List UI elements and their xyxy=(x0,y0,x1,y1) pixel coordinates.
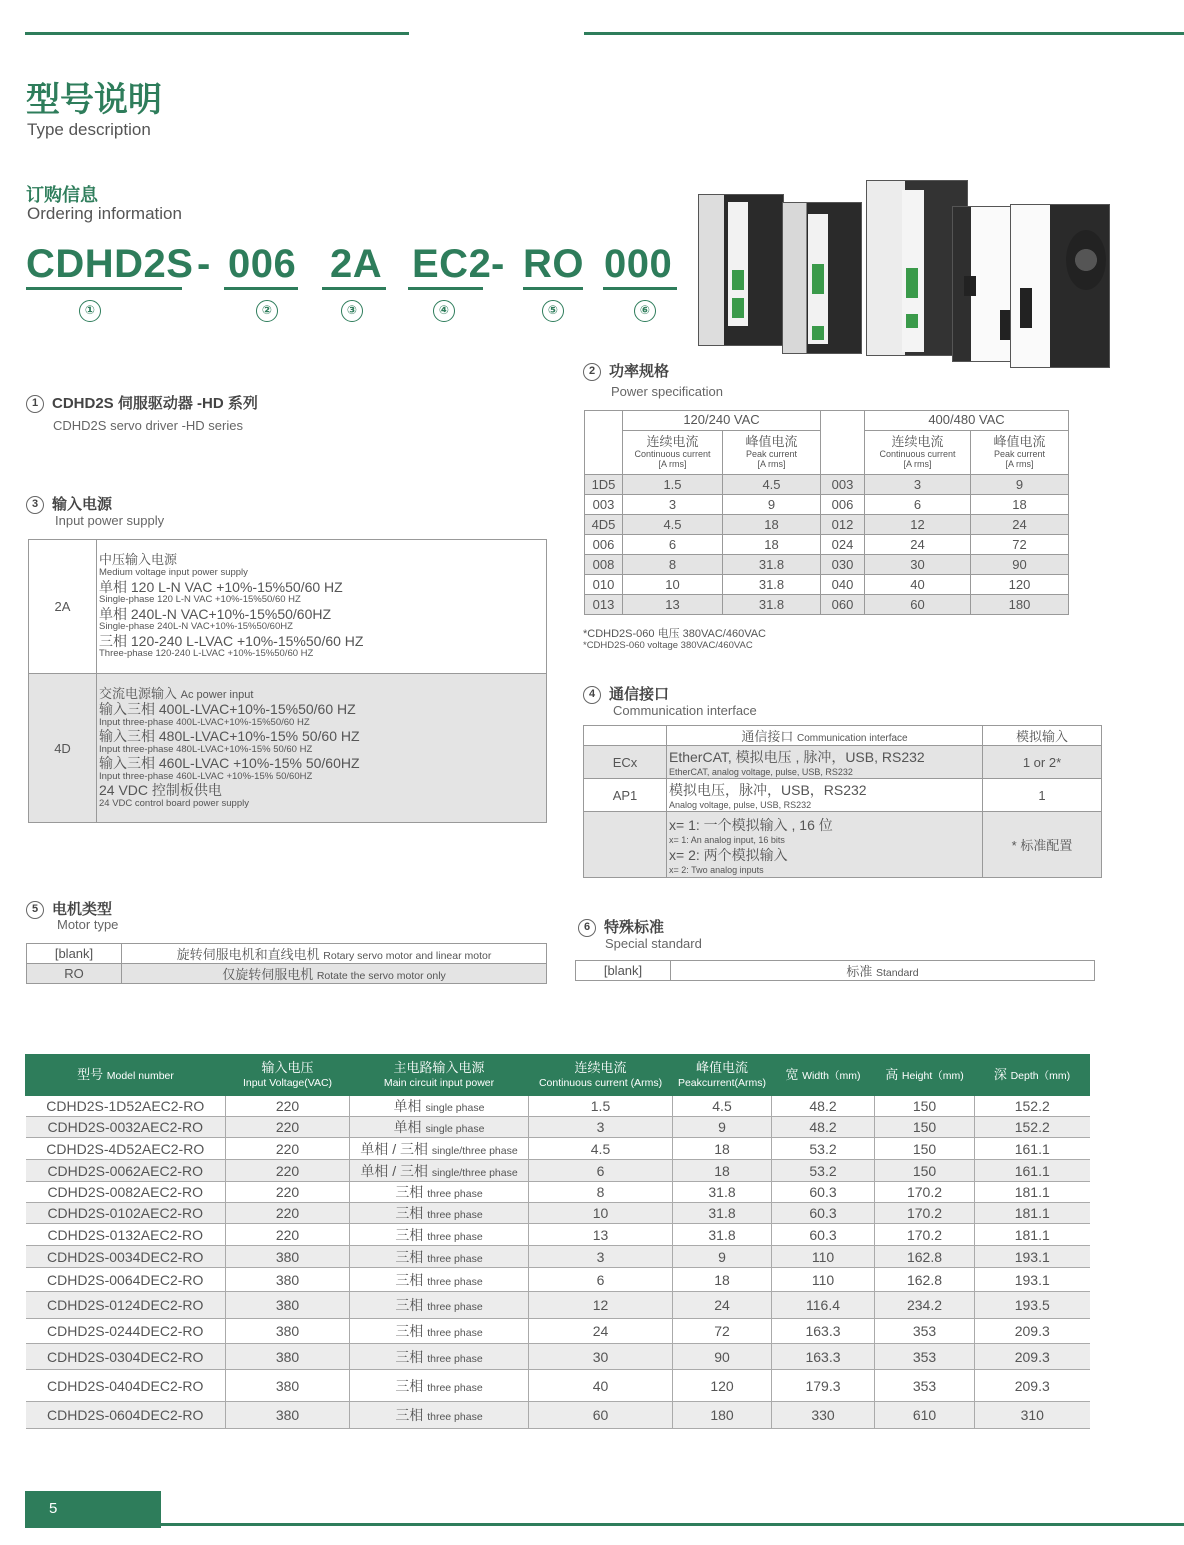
input-power-table xyxy=(28,539,547,823)
line-cn xyxy=(99,687,544,702)
model-cell: CDHD2S-1D52AEC2-RO xyxy=(26,1096,226,1117)
table-row: 4D5 4.5 18 012 12 24 xyxy=(585,515,1069,535)
main-power-cell: 三相 three phase xyxy=(350,1224,529,1246)
table-row xyxy=(26,1292,1090,1319)
model-cell: CDHD2S-0132AEC2-RO xyxy=(26,1224,226,1246)
height-cell: 162.8 xyxy=(875,1246,975,1268)
height-cell: 353 xyxy=(875,1319,975,1344)
voltage-cell: 220 xyxy=(226,1138,350,1160)
table-row xyxy=(576,961,1095,981)
col-width: 宽 Width（mm) xyxy=(772,1055,875,1096)
comm-row-ap1 xyxy=(584,779,1102,812)
table-row xyxy=(26,1246,1090,1268)
table-row xyxy=(26,1268,1090,1292)
code-motor-underline xyxy=(523,287,583,290)
width-cell: 60.3 xyxy=(772,1182,875,1203)
line-cn: 中压输入电源 xyxy=(99,552,178,568)
continuous-cell: 60 xyxy=(529,1402,673,1429)
width-cell: 60.3 xyxy=(772,1224,875,1246)
ordering-subtitle: Ordering information xyxy=(27,204,182,223)
motor-desc: 仅旋转伺服电机 Rotate the servo motor only xyxy=(122,964,547,984)
comm-desc: x= 1: 一个模拟输入 , 16 位 x= 1: An analog input, 16 bits x= 2: 两个模拟输入 x= 2: Two analog inputs xyxy=(667,812,983,878)
width-cell: 60.3 xyxy=(772,1203,875,1224)
main-power-cell: 单相 single phase xyxy=(350,1117,529,1138)
continuous-cell: 3 xyxy=(529,1246,673,1268)
main-power-cell: 三相 three phase xyxy=(350,1246,529,1268)
motor-key: [blank] xyxy=(27,944,122,964)
comm-row-x xyxy=(584,812,1102,878)
top-rule-left xyxy=(25,32,409,35)
line-en-inline: Ac power input xyxy=(180,688,254,701)
voltage-cell: 220 xyxy=(226,1224,350,1246)
peak-cell: 18 xyxy=(673,1268,772,1292)
power-note-cn: *CDHD2S-060 电压 380VAC/460VAC xyxy=(583,628,767,640)
code-special: 000 xyxy=(604,242,673,286)
model-cell: CDHD2S-0102AEC2-RO xyxy=(26,1203,226,1224)
peak-cell: 18 xyxy=(673,1160,772,1182)
table-row xyxy=(27,964,547,984)
col-cont-1: 连续电流 Continuous current [A rms] xyxy=(623,431,723,475)
width-cell: 110 xyxy=(772,1246,875,1268)
peak-cell: 120 xyxy=(673,1370,772,1402)
table-row xyxy=(26,1344,1090,1370)
peak-cell: 9 xyxy=(673,1246,772,1268)
model-cell: CDHD2S-0062AEC2-RO xyxy=(26,1160,226,1182)
comm-head-row xyxy=(584,726,1102,746)
model-table-body xyxy=(26,1096,1090,1429)
sec6-title xyxy=(578,916,664,937)
voltage-cell: 380 xyxy=(226,1370,350,1402)
top-rule-right xyxy=(584,32,1184,35)
depth-cell: 310 xyxy=(975,1402,1090,1429)
line-en: Medium voltage input power supply xyxy=(99,566,248,578)
sec6-number: 6 xyxy=(578,919,596,937)
comm-desc: 模拟电压，脉冲，USB，RS232 Analog voltage, pulse, USB, RS232 xyxy=(667,779,983,812)
model-table xyxy=(25,1054,1090,1429)
height-cell: 162.8 xyxy=(875,1268,975,1292)
continuous-cell: 1.5 xyxy=(529,1096,673,1117)
table-row: 010 10 31.8 040 40 120 xyxy=(585,575,1069,595)
bottom-rule xyxy=(161,1523,1184,1526)
depth-cell: 181.1 xyxy=(975,1224,1090,1246)
continuous-cell: 6 xyxy=(529,1160,673,1182)
line-en: Input three-phase 480L-LVAC+10%-15% 50/60 HZ xyxy=(99,743,313,755)
line-cn: 输入三相 400L-LVAC+10%-15%50/60 HZ xyxy=(99,701,356,718)
peak-cell: 31.8 xyxy=(673,1203,772,1224)
peak-cell: 180 xyxy=(673,1402,772,1429)
depth-cell: 193.5 xyxy=(975,1292,1090,1319)
code-number-3: ③ xyxy=(341,300,363,322)
width-cell: 163.3 xyxy=(772,1344,875,1370)
code-number-5: ⑤ xyxy=(542,300,564,322)
comm-table xyxy=(583,725,1102,878)
main-power-cell: 三相 three phase xyxy=(350,1203,529,1224)
sec6-subtitle: Special standard xyxy=(605,936,702,951)
special-desc: 标准 Standard xyxy=(671,961,1095,981)
voltage-cell: 380 xyxy=(226,1246,350,1268)
continuous-cell: 24 xyxy=(529,1319,673,1344)
sec3-number: 3 xyxy=(26,496,44,514)
code-input: 2A xyxy=(330,242,383,286)
input-power-row-2a xyxy=(29,540,547,674)
sec2-title-text: 功率规格 xyxy=(609,363,670,380)
col-peak: 峰值电流 Peakcurrent(Arms) xyxy=(673,1055,772,1096)
peak-cell: 72 xyxy=(673,1319,772,1344)
page-number: 5 xyxy=(49,1500,58,1517)
continuous-cell: 8 xyxy=(529,1182,673,1203)
table-row: 013 13 31.8 060 60 180 xyxy=(585,595,1069,615)
model-cell: CDHD2S-0244DEC2-RO xyxy=(26,1319,226,1344)
table-row xyxy=(27,944,547,964)
continuous-cell: 40 xyxy=(529,1370,673,1402)
voltage-cell: 220 xyxy=(226,1182,350,1203)
voltage-cell: 380 xyxy=(226,1344,350,1370)
col-voltage: 输入电压 Input Voltage(VAC) xyxy=(226,1055,350,1096)
analog-val: 1 xyxy=(983,779,1102,812)
depth-cell: 209.3 xyxy=(975,1319,1090,1344)
blank-cell xyxy=(584,812,667,878)
continuous-cell: 13 xyxy=(529,1224,673,1246)
sec5-title xyxy=(26,898,112,919)
model-cell: CDHD2S-0124DEC2-RO xyxy=(26,1292,226,1319)
sec1-subtitle: CDHD2S servo driver -HD series xyxy=(53,418,243,433)
input-power-desc xyxy=(97,540,547,674)
group-1: 120/240 VAC xyxy=(623,411,821,431)
peak-cell: 31.8 xyxy=(673,1224,772,1246)
voltage-cell: 220 xyxy=(226,1096,350,1117)
height-cell: 150 xyxy=(875,1117,975,1138)
voltage-cell: 220 xyxy=(226,1117,350,1138)
depth-cell: 161.1 xyxy=(975,1160,1090,1182)
height-cell: 234.2 xyxy=(875,1292,975,1319)
code-series: CDHD2S xyxy=(26,242,194,286)
main-power-cell: 单相 single phase xyxy=(350,1096,529,1117)
table-row xyxy=(26,1182,1090,1203)
line-cn: 三相 120-240 L-LVAC +10%-15%50/60 HZ xyxy=(99,632,364,649)
table-row xyxy=(26,1203,1090,1224)
voltage-cell: 380 xyxy=(226,1292,350,1319)
model-cell: CDHD2S-0034DEC2-RO xyxy=(26,1246,226,1268)
line-cn: 单相 240L-N VAC+10%-15%50/60HZ xyxy=(99,605,332,622)
comm-desc: EtherCAT, 模拟电压 , 脉冲，USB, RS232 EtherCAT, analog voltage, pulse, USB, RS232 xyxy=(667,746,983,779)
main-power-cell: 三相 three phase xyxy=(350,1344,529,1370)
width-cell: 48.2 xyxy=(772,1117,875,1138)
code-series-underline xyxy=(26,287,182,290)
model-cell: CDHD2S-4D52AEC2-RO xyxy=(26,1138,226,1160)
depth-cell: 193.1 xyxy=(975,1268,1090,1292)
motor-type-table xyxy=(26,943,547,984)
model-cell: CDHD2S-0082AEC2-RO xyxy=(26,1182,226,1203)
continuous-cell: 10 xyxy=(529,1203,673,1224)
model-head-row xyxy=(26,1055,1090,1096)
code-motor: RO xyxy=(523,242,584,286)
line-cn-text: 交流电源输入 xyxy=(99,685,178,701)
line-en: Single-phase 240L-N VAC+10%-15%50/60HZ xyxy=(99,621,293,633)
line-cn: 输入三相 480L-LVAC+10%-15% 50/60 HZ xyxy=(99,728,360,745)
table-row xyxy=(26,1117,1090,1138)
ordering-title: 订购信息 xyxy=(26,185,98,206)
peak-cell: 24 xyxy=(673,1292,772,1319)
line-en: Input three-phase 460L-LVAC +10%-15% 50/60HZ xyxy=(99,770,313,782)
sec6-title-text: 特殊标准 xyxy=(604,919,665,936)
table-row: 006 6 18 024 24 72 xyxy=(585,535,1069,555)
analog-val: 1 or 2* xyxy=(983,746,1102,779)
model-cell: CDHD2S-0304DEC2-RO xyxy=(26,1344,226,1370)
sec5-title-text: 电机类型 xyxy=(52,901,113,918)
code-special-underline xyxy=(603,287,677,290)
continuous-cell: 4.5 xyxy=(529,1138,673,1160)
depth-cell: 161.1 xyxy=(975,1138,1090,1160)
main-power-cell: 三相 three phase xyxy=(350,1182,529,1203)
model-cell: CDHD2S-0604DEC2-RO xyxy=(26,1402,226,1429)
motor-key: RO xyxy=(27,964,122,984)
line-cn: 单相 120 L-N VAC +10%-15%50/60 HZ xyxy=(99,578,343,595)
peak-cell: 18 xyxy=(673,1138,772,1160)
sec5-subtitle: Motor type xyxy=(57,917,119,932)
comm-key: AP1 xyxy=(584,779,667,812)
table-row: 1D5 1.5 4.5 003 3 9 xyxy=(585,475,1069,495)
motor-desc: 旋转伺服电机和直线电机 Rotary servo motor and linear motor xyxy=(122,944,547,964)
line-en: 24 VDC control board power supply xyxy=(99,797,249,809)
blank-cell xyxy=(584,726,667,746)
main-power-cell: 三相 three phase xyxy=(350,1402,529,1429)
sec4-number: 4 xyxy=(583,686,601,704)
sec2-title xyxy=(583,360,669,381)
line-cn: 输入三相 460L-LVAC +10%-15% 50/60HZ xyxy=(99,755,360,772)
height-cell: 150 xyxy=(875,1096,975,1117)
page-subtitle: Type description xyxy=(27,120,151,139)
input-power-key: 4D xyxy=(29,674,97,823)
width-cell: 53.2 xyxy=(772,1160,875,1182)
line-cn: 24 VDC 控制板供电 xyxy=(99,782,222,799)
model-cell: CDHD2S-0032AEC2-RO xyxy=(26,1117,226,1138)
continuous-cell: 6 xyxy=(529,1268,673,1292)
continuous-cell: 12 xyxy=(529,1292,673,1319)
depth-cell: 209.3 xyxy=(975,1344,1090,1370)
voltage-cell: 380 xyxy=(226,1402,350,1429)
peak-cell: 4.5 xyxy=(673,1096,772,1117)
input-power-desc xyxy=(97,674,547,823)
voltage-cell: 220 xyxy=(226,1160,350,1182)
width-cell: 116.4 xyxy=(772,1292,875,1319)
peak-cell: 9 xyxy=(673,1117,772,1138)
power-note-en: *CDHD2S-060 voltage 380VAC/460VAC xyxy=(583,640,753,651)
sec4-subtitle: Communication interface xyxy=(613,703,757,718)
code-comm-underline xyxy=(408,287,483,290)
line-en: Single-phase 120 L-N VAC +10%-15%50/60 HZ xyxy=(99,594,301,605)
sec1-number: 1 xyxy=(26,395,44,413)
depth-cell: 181.1 xyxy=(975,1203,1090,1224)
comm-head: 通信接口 Communication interface xyxy=(667,726,983,746)
height-cell: 150 xyxy=(875,1138,975,1160)
analog-head: 模拟输入 xyxy=(983,726,1102,746)
special-key: [blank] xyxy=(576,961,671,981)
height-cell: 353 xyxy=(875,1370,975,1402)
line-en: Three-phase 120-240 L-LVAC +10%-15%50/60 HZ xyxy=(99,648,314,660)
col-depth: 深 Depth（mm) xyxy=(975,1055,1090,1096)
main-power-cell: 三相 three phase xyxy=(350,1268,529,1292)
height-cell: 610 xyxy=(875,1402,975,1429)
height-cell: 170.2 xyxy=(875,1203,975,1224)
main-power-cell: 单相 / 三相 single/three phase xyxy=(350,1160,529,1182)
width-cell: 163.3 xyxy=(772,1319,875,1344)
page-number-box xyxy=(25,1491,161,1528)
power-group-row xyxy=(585,411,1069,431)
depth-cell: 209.3 xyxy=(975,1370,1090,1402)
code-number-6: ⑥ xyxy=(634,300,656,322)
height-cell: 170.2 xyxy=(875,1182,975,1203)
group-2: 400/480 VAC xyxy=(865,411,1069,431)
sec1-title xyxy=(26,392,258,413)
sec3-subtitle: Input power supply xyxy=(55,513,165,528)
sec2-subtitle: Power specification xyxy=(611,384,723,399)
voltage-cell: 380 xyxy=(226,1268,350,1292)
sec3-title xyxy=(26,493,112,514)
peak-cell: 31.8 xyxy=(673,1182,772,1203)
sec4-title xyxy=(583,683,669,704)
continuous-cell: 3 xyxy=(529,1117,673,1138)
depth-cell: 181.1 xyxy=(975,1182,1090,1203)
blank-cell xyxy=(821,411,865,475)
main-power-cell: 三相 three phase xyxy=(350,1292,529,1319)
depth-cell: 152.2 xyxy=(975,1096,1090,1117)
table-row xyxy=(26,1096,1090,1117)
sec3-title-text: 输入电源 xyxy=(52,496,113,513)
width-cell: 48.2 xyxy=(772,1096,875,1117)
height-cell: 150 xyxy=(875,1160,975,1182)
model-cell: CDHD2S-0404DEC2-RO xyxy=(26,1370,226,1402)
code-number-4: ④ xyxy=(433,300,455,322)
col-model: 型号 Model number xyxy=(26,1055,226,1096)
special-standard-table xyxy=(575,960,1095,981)
page-title: 型号说明 xyxy=(26,80,162,120)
power-spec-table xyxy=(584,410,1069,615)
code-dash-1: - xyxy=(197,242,211,286)
table-row xyxy=(26,1160,1090,1182)
height-cell: 170.2 xyxy=(875,1224,975,1246)
input-power-key: 2A xyxy=(29,540,97,674)
analog-val: * 标准配置 xyxy=(983,812,1102,878)
main-power-cell: 三相 three phase xyxy=(350,1370,529,1402)
width-cell: 53.2 xyxy=(772,1138,875,1160)
sec5-number: 5 xyxy=(26,901,44,919)
col-main-power: 主电路输入电源 Main circuit input power xyxy=(350,1055,529,1096)
code-power-underline xyxy=(224,287,298,290)
table-row xyxy=(26,1319,1090,1344)
col-cont-2: 连续电流 Continuous current [A rms] xyxy=(865,431,971,475)
comm-key: ECx xyxy=(584,746,667,779)
code-power: 006 xyxy=(228,242,297,286)
code-number-1: ① xyxy=(79,300,101,322)
depth-cell: 152.2 xyxy=(975,1117,1090,1138)
sec4-title-text: 通信接口 xyxy=(609,686,670,703)
table-row xyxy=(26,1138,1090,1160)
blank-cell xyxy=(585,411,623,475)
model-cell: CDHD2S-0064DEC2-RO xyxy=(26,1268,226,1292)
col-continuous: 连续电流 Continuous current (Arms) xyxy=(529,1055,673,1096)
table-row: 003 3 9 006 6 18 xyxy=(585,495,1069,515)
peak-cell: 90 xyxy=(673,1344,772,1370)
voltage-cell: 380 xyxy=(226,1319,350,1344)
height-cell: 353 xyxy=(875,1344,975,1370)
main-power-cell: 单相 / 三相 single/three phase xyxy=(350,1138,529,1160)
width-cell: 179.3 xyxy=(772,1370,875,1402)
code-number-2: ② xyxy=(256,300,278,322)
servo-drives-product-photo xyxy=(694,180,1116,370)
code-dash-2: - xyxy=(491,242,505,286)
continuous-cell: 30 xyxy=(529,1344,673,1370)
sec2-number: 2 xyxy=(583,363,601,381)
sec1-title-text: CDHD2S 伺服驱动器 -HD 系列 xyxy=(52,395,258,412)
col-peak-2: 峰值电流 Peak current [A rms] xyxy=(971,431,1069,475)
width-cell: 110 xyxy=(772,1268,875,1292)
voltage-cell: 220 xyxy=(226,1203,350,1224)
col-height: 高 Height（mm) xyxy=(875,1055,975,1096)
code-input-underline xyxy=(322,287,386,290)
depth-cell: 193.1 xyxy=(975,1246,1090,1268)
width-cell: 330 xyxy=(772,1402,875,1429)
table-row xyxy=(26,1402,1090,1429)
table-row xyxy=(26,1224,1090,1246)
main-power-cell: 三相 three phase xyxy=(350,1319,529,1344)
input-power-row-4d xyxy=(29,674,547,823)
code-comm: EC2 xyxy=(412,242,492,286)
table-row: 008 8 31.8 030 30 90 xyxy=(585,555,1069,575)
line-en: Input three-phase 400L-LVAC+10%-15%50/60 HZ xyxy=(99,716,310,728)
table-row xyxy=(26,1370,1090,1402)
comm-row-ecx xyxy=(584,746,1102,779)
col-peak-1: 峰值电流 Peak current [A rms] xyxy=(723,431,821,475)
